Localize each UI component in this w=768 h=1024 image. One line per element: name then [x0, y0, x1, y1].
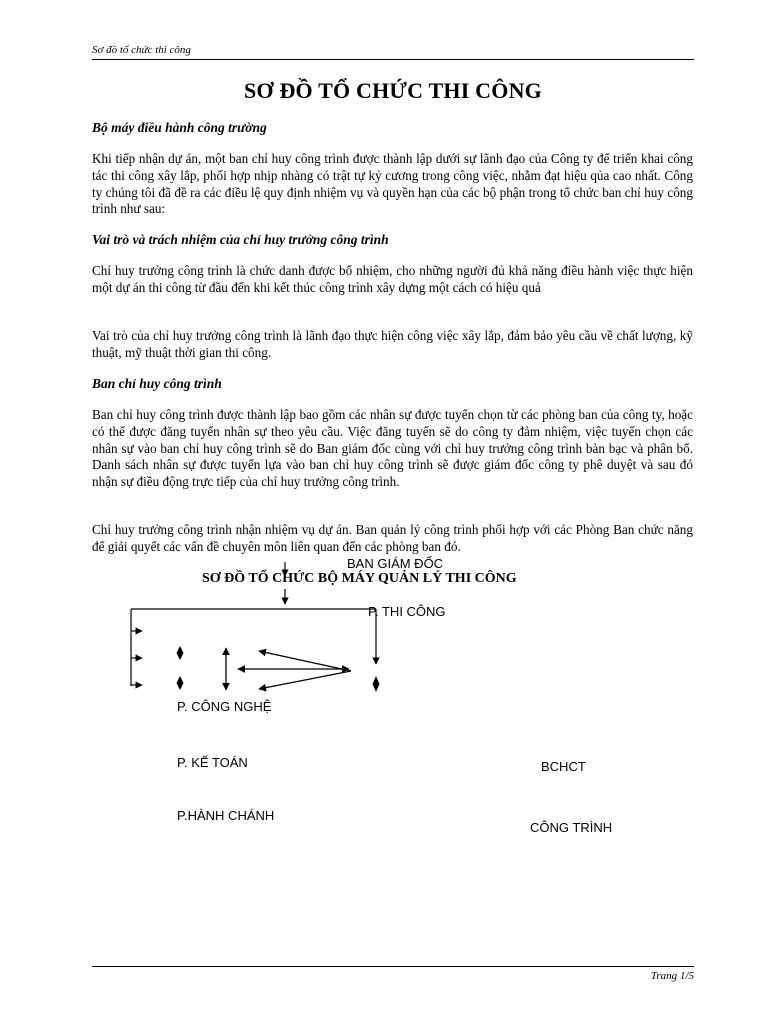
section-heading-vai-tro: Vai trò và trách nhiệm của chỉ huy trưởng công trình	[92, 232, 389, 247]
diagonal-arrow-upper	[259, 651, 351, 671]
node-p-thi-cong: P. THI CÔNG	[368, 604, 446, 619]
paragraph-ban-chi-huy-2: Chỉ huy trưởng công trình nhận nhiệm vụ dự án. Ban quản lý công trình phối hợp với các Phòng Ban chức năng để giải quyết các vấn đề chuyên môn liên quan đến các phòng ban đó.	[92, 522, 693, 554]
page-title: SƠ ĐỒ TỔ CHỨC THI CÔNG	[244, 78, 542, 103]
paragraph-ban-chi-huy-1: Ban chỉ huy công trình được thành lập bao gồm các nhân sự được tuyển chọn từ các phòng ban của công ty, hoặc có thể được đăng tuyển nhân sự theo yêu cầu. Việc đăng tuyển sẽ do công ty đảm nhiệm, việc tuyển chọn các nhân sự vào ban chỉ huy công trình sẽ do Ban giám đốc cùng với chỉ huy trưởng công trình bàn bạc và phân bổ. Danh sách nhân sự được tuyển lựa vào ban chỉ huy công trình sẽ được giám đốc công ty phê duyệt và sau đó nhận sự điều động trực tiếp của chỉ huy trưởng công trình.	[92, 407, 693, 490]
diagram-title: SƠ ĐỒ TỔ CHỨC BỘ MÁY QUẢN LÝ THI CÔNG	[202, 571, 517, 586]
section-heading-ban-chi-huy: Ban chỉ huy công trình	[92, 376, 222, 391]
running-header: Sơ đồ tổ chức thi công	[92, 44, 191, 56]
page-number: Trang 1/5	[650, 970, 694, 982]
paragraph-vai-tro-2: Vai trò của chỉ huy trưởng công trình là lãnh đạo thực hiện công việc xây lắp, đảm bảo yêu cầu về chất lượng, kỹ thuật, mỹ thuật thời gian thi công.	[92, 328, 693, 360]
paragraph-vai-tro-1: Chỉ huy trưởng công trình là chức danh được bổ nhiệm, cho những người đủ khả năng điều hành việc thực hiện một dự án thi công từ đầu đến khi kết thúc công trình xây dựng một cách có hiệu quả	[92, 263, 693, 295]
node-p-hanh-chanh: P.HÀNH CHÁNH	[177, 808, 275, 823]
paragraph-bo-may: Khi tiếp nhận dự án, một ban chỉ huy công trình được thành lập dưới sự lãnh đạo của Công ty để triển khai công tác thi công xây lắp, phối hợp nhịp nhàng có trật tự kỷ cương trong công việc, nhằm đạt hiệu qủa cao nhất. Công ty chúng tôi đã đề ra các điều lệ quy định nhiệm vụ và quyền hạn của các bộ phận trong tổ chức ban chỉ huy công trình như sau:	[92, 151, 693, 217]
diagonal-arrow-lower	[259, 671, 351, 689]
node-p-cong-nghe: P. CÔNG NGHỆ	[177, 699, 272, 714]
node-ban-giam-doc: BAN GIÁM ĐỐC	[347, 556, 444, 571]
footer-rule	[92, 966, 694, 967]
node-bchct: BCHCT	[541, 759, 586, 774]
node-cong-trinh: CÔNG TRÌNH	[530, 820, 613, 835]
node-p-ke-toan: P. KẾ TOÁN	[177, 755, 248, 770]
section-heading-bo-may: Bộ máy điều hành công trường	[92, 120, 267, 135]
diamond-marker-3	[373, 676, 380, 692]
diamond-marker-2	[177, 676, 184, 690]
diamond-marker-1	[177, 646, 184, 660]
